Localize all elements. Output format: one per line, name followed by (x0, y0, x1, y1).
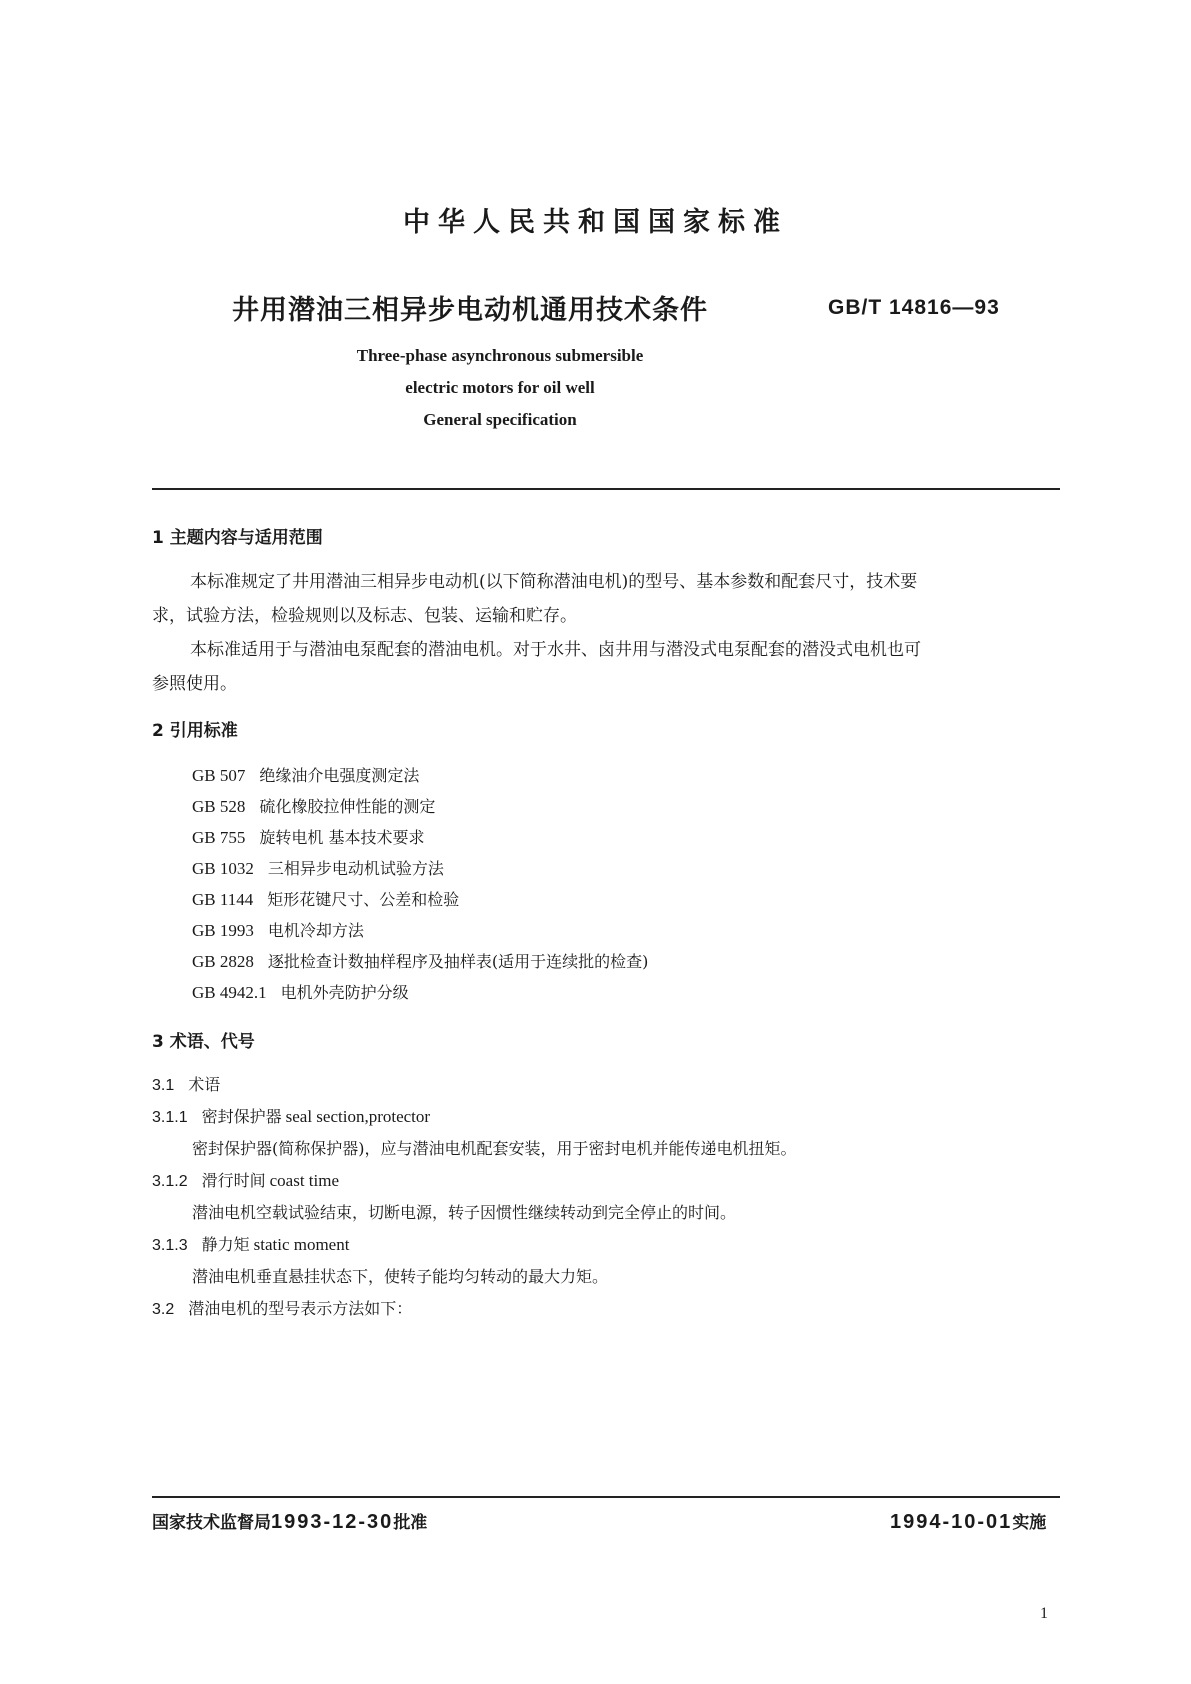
reference-title: 硫化橡胶拉伸性能的测定 (259, 797, 436, 816)
standard-title-en-line-2: electric motors for oil well (405, 378, 595, 397)
term-name-cn: 密封保护器 (201, 1107, 282, 1126)
reference-item (192, 949, 648, 972)
approval-date: 1993-12-30 (271, 1511, 394, 1533)
term-3-1-1 (152, 1104, 430, 1127)
reference-code: GB 528 (192, 797, 246, 816)
reference-code: GB 1032 (192, 859, 254, 878)
term-3-1-3-definition: 潜油电机垂直悬挂状态下，使转子能均匀转动的最大力矩。 (192, 1267, 609, 1286)
reference-item (192, 825, 424, 848)
term-3-1-2-definition: 潜油电机空载试验结束，切断电源，转子因惯性继续转动到完全停止的时间。 (192, 1203, 737, 1222)
reference-title: 电机外壳防护分级 (280, 983, 409, 1002)
clause-title: 术语 (188, 1075, 221, 1094)
national-standard-heading: 中华人民共和国国家标准 (403, 207, 788, 238)
section-1-paragraph-1-line-2: 求，试验方法，检验规则以及标志、包装、运输和贮存。 (152, 606, 577, 626)
reference-code: GB 1144 (192, 890, 254, 909)
term-3-1-2 (152, 1168, 339, 1191)
section-1-paragraph-2-line-2: 参照使用。 (152, 674, 237, 694)
clause-number: 3.1.1 (152, 1109, 188, 1126)
effective-statement (890, 1508, 1046, 1534)
standard-title-cn: 井用潜油三相异步电动机通用技术条件 (232, 295, 708, 326)
reference-item (192, 980, 409, 1003)
section-1-paragraph-1-line-1: 本标准规定了井用潜油三相异步电动机(以下简称潜油电机)的型号、基本参数和配套尺寸，技术要 (190, 572, 918, 592)
term-name-cn: 静力矩 (201, 1235, 250, 1254)
reference-title: 逐批检查计数抽样程序及抽样表(适用于连续批的检查) (267, 952, 649, 971)
effective-date: 1994-10-01 (890, 1511, 1013, 1533)
reference-title: 矩形花键尺寸、公差和检验 (267, 890, 460, 909)
standard-title-en-line-3: General specification (423, 410, 577, 429)
section-2-heading: 2 引用标准 (152, 721, 238, 741)
reference-code: GB 2828 (192, 952, 254, 971)
section-3-heading: 3 术语、代号 (152, 1032, 255, 1052)
reference-title: 旋转电机 基本技术要求 (259, 828, 425, 847)
term-3-1-1-definition: 密封保护器(简称保护器)，应与潜油电机配套安装，用于密封电机并能传递电机扭矩。 (192, 1139, 797, 1158)
approval-organization: 国家技术监督局 (152, 1513, 271, 1533)
term-name-cn: 滑行时间 (201, 1171, 266, 1190)
term-name-en: static moment (253, 1235, 350, 1254)
reference-item (192, 887, 459, 910)
reference-item (192, 918, 364, 941)
standard-title-en-line-1: Three-phase asynchronous submersible (356, 346, 644, 365)
term-name-en: coast time (269, 1171, 340, 1190)
reference-code: GB 755 (192, 828, 246, 847)
effective-suffix: 实施 (1012, 1513, 1047, 1533)
reference-title: 三相异步电动机试验方法 (267, 859, 444, 878)
standard-number: GB/T 14816—93 (828, 296, 1000, 319)
reference-code: GB 1993 (192, 921, 254, 940)
page-number: 1 (1040, 1605, 1048, 1622)
reference-code: GB 507 (192, 766, 246, 785)
reference-title: 绝缘油介电强度测定法 (259, 766, 420, 785)
reference-item (192, 856, 444, 879)
header-divider (152, 488, 1060, 490)
approval-suffix: 批准 (393, 1513, 428, 1533)
approval-statement (152, 1508, 427, 1534)
section-1-paragraph-2-line-1: 本标准适用于与潜油电泵配套的潜油电机。对于水井、卤井用与潜没式电泵配套的潜没式电机也可 (190, 640, 921, 660)
clause-number: 3.2 (152, 1301, 175, 1318)
reference-item (192, 763, 419, 786)
reference-title: 电机冷却方法 (267, 921, 364, 940)
footer-divider (152, 1496, 1060, 1498)
clause-text: 潜油电机的型号表示方法如下： (188, 1299, 413, 1318)
section-1-heading: 1 主题内容与适用范围 (152, 528, 323, 548)
reference-item (192, 794, 435, 817)
clause-3-2 (152, 1296, 412, 1319)
term-3-1-3 (152, 1232, 349, 1255)
reference-code: GB 4942.1 (192, 983, 267, 1002)
clause-number: 3.1 (152, 1077, 175, 1094)
clause-number: 3.1.2 (152, 1173, 188, 1190)
clause-number: 3.1.3 (152, 1237, 188, 1254)
term-name-en: seal section,protector (285, 1107, 431, 1126)
clause-3-1 (152, 1072, 220, 1095)
